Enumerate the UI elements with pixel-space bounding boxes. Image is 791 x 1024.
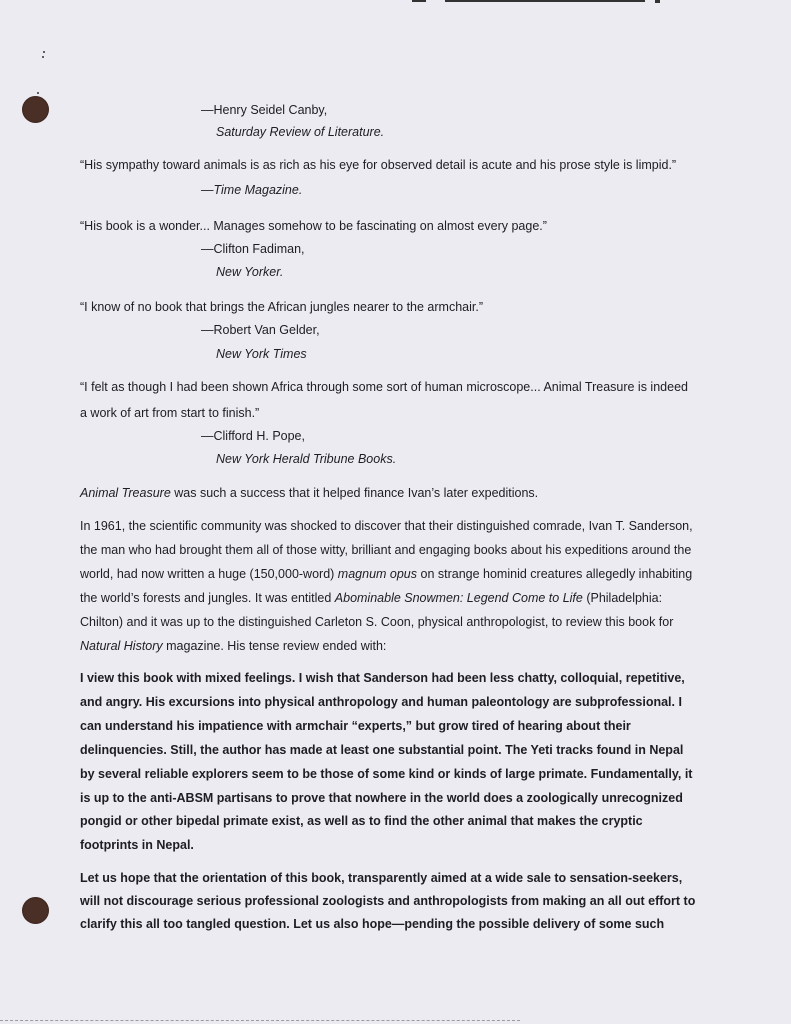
quote-attribution: —Robert Van Gelder, <box>201 323 320 337</box>
review-line: I view this book with mixed feelings. I wish that Sanderson had been less chatty, colloquial, repetitive, <box>80 671 685 685</box>
quote-text-line: a work of art from start to finish.” <box>80 406 260 420</box>
review-line: by several reliable explorers seem to be those of some kind or kinds of large primate. Fundamentally, it <box>80 767 693 781</box>
paragraph-line: Chilton) and it was up to the distinguished Carleton S. Coon, physical anthropologist, to review this book for <box>80 615 674 629</box>
quote-text: “His sympathy toward animals is as rich as his eye for observed detail is acute and his prose style is limpid.” <box>80 158 677 172</box>
paragraph-line <box>80 566 692 582</box>
quote-attribution: —Henry Seidel Canby, <box>201 103 328 117</box>
quote-attribution: —Time Magazine. <box>201 183 303 197</box>
review-line: clarify this all too tangled question. Let us also hope—pending the possible delivery of some such <box>80 917 665 931</box>
magazine-title: Natural History <box>80 639 163 653</box>
quote-source: New York Herald Tribune Books. <box>216 452 397 466</box>
review-line: pongid or other bipedal primate exist, as well as to find the other animal that makes the cryptic <box>80 814 643 828</box>
paragraph-line: In 1961, the scientific community was shocked to discover that their distinguished comrade, Ivan T. Sanderson, <box>80 519 693 533</box>
review-line: will not discourage serious professional zoologists and anthropologists from making an all out effort to <box>80 894 696 908</box>
speck <box>43 51 45 53</box>
review-line: is up to the anti-ABSM partisans to prove that nowhere in the world does a zoologically unrecognized <box>80 791 683 805</box>
speck <box>37 92 39 94</box>
quote-source: Saturday Review of Literature. <box>216 125 385 139</box>
bottom-edge-line <box>0 1020 520 1021</box>
quote-text: “His book is a wonder... Manages somehow to be fascinating on almost every page.” <box>80 219 547 233</box>
paragraph-text: (Philadelphia: <box>582 591 663 605</box>
review-line: Let us hope that the orientation of this book, transparently aimed at a wide sale to sensation-seekers, <box>80 871 683 885</box>
top-edge-dot <box>655 0 660 3</box>
top-edge-mark <box>412 0 426 2</box>
book-title: Animal Treasure <box>80 486 171 500</box>
review-line: footprints in Nepal. <box>80 838 194 852</box>
top-edge-line <box>445 0 645 2</box>
quote-source: New York Times <box>216 347 307 361</box>
review-line: and angry. His excursions into physical anthropology and human paleontology are subprofessional. I <box>80 695 682 709</box>
italic-phrase: magnum opus <box>337 567 418 581</box>
quote-text: “I know of no book that brings the African jungles nearer to the armchair.” <box>80 300 483 314</box>
paragraph-line: the man who had brought them all of those witty, brilliant and engaging books about his expeditions around the <box>80 543 692 557</box>
review-line: can understand his impatience with armchair “experts,” but grow tired of hearing about their <box>80 719 631 733</box>
paragraph-text: magazine. His tense review ended with: <box>162 639 387 653</box>
punch-hole-top <box>22 96 49 123</box>
quote-source: New Yorker. <box>216 265 284 279</box>
book-title: Abominable Snowmen: Legend Come to Life <box>334 591 583 605</box>
paragraph-text: the world’s forests and jungles. It was entitled <box>80 591 335 605</box>
quote-text-line: “I felt as though I had been shown Africa through some sort of human microscope... Animal Treasure is indeed <box>80 380 688 394</box>
paragraph-text: world, had now written a huge (150,000-word) <box>80 567 338 581</box>
paragraph-line <box>80 590 662 606</box>
paragraph-text: on strange hominid creatures allegedly inhabiting <box>417 567 693 581</box>
paragraph-line <box>80 638 386 654</box>
quote-attribution: —Clifton Fadiman, <box>201 242 305 256</box>
paragraph-text: was such a success that it helped finance Ivan’s later expeditions. <box>170 486 539 500</box>
speck <box>42 56 44 58</box>
paragraph-line <box>80 485 538 501</box>
punch-hole-bottom <box>22 897 49 924</box>
quote-attribution: —Clifford H. Pope, <box>201 429 305 443</box>
review-line: delinquencies. Still, the author has made at least one substantial point. The Yeti tracks found in Nepal <box>80 743 684 757</box>
